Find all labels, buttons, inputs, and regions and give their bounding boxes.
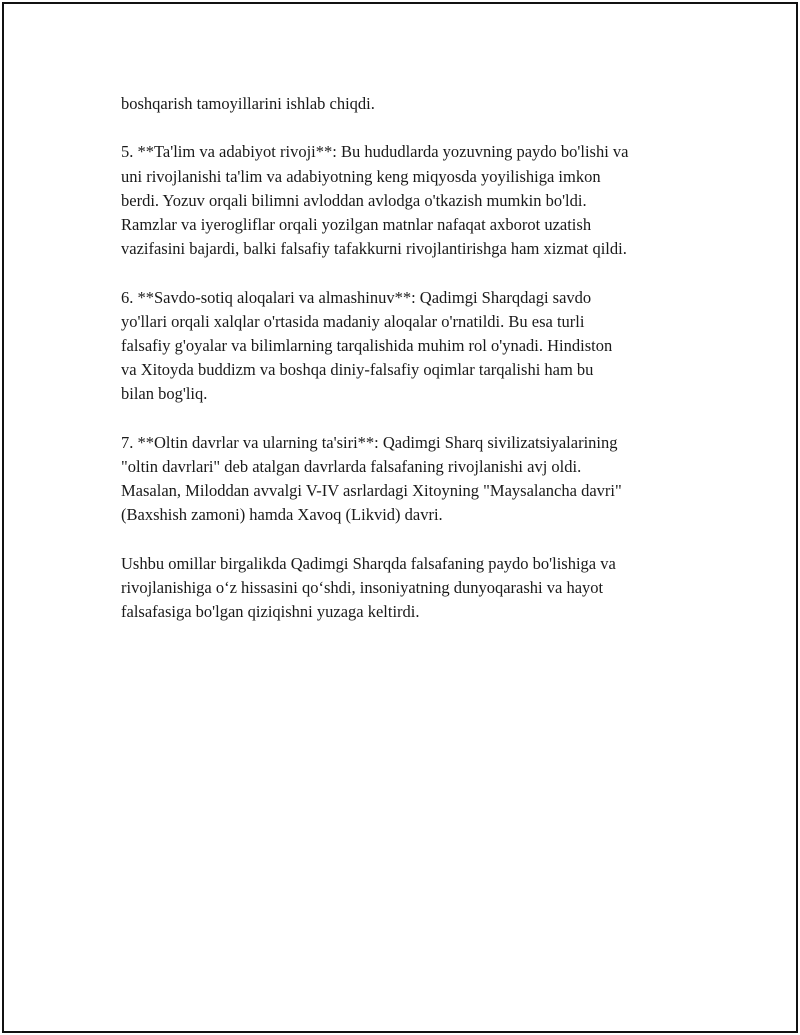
paragraph-item-5: 5. **Ta'lim va adabiyot rivoji**: Bu hududlarda yozuvning paydo bo'lishi va uni rivojlanishi ta'lim va adabiyotning keng miqyosda yoyilishiga imkon berdi. Yozuv orqali bilimni avloddan avlodga o'tkazish mumkin bo'ldi. Ramzlar va iyerogliflar orqali yozilgan matnlar nafaqat axborot uzatish vazifasini bajardi, balki falsafiy tafakkurni rivojlantirishga ham xizmat qildi. <box>121 142 629 259</box>
page-frame <box>2 2 798 1033</box>
document-body <box>121 92 711 649</box>
paragraph-item-7: 7. **Oltin davrlar va ularning ta'siri**: Qadimgi Sharq sivilizatsiyalarining "oltin davrlari" deb atalgan davrlarda falsafaning rivojlanishi avj oldi. Masalan, Miloddan avvalgi V-IV asrlardagi Xitoyning "Maysalancha davri" (Baxshish zamoni) hamda Xavoq (Likvid) davri. <box>121 432 622 525</box>
paragraph-continuation: boshqarish tamoyillarini ishlab chiqdi. <box>121 94 375 113</box>
paragraph-item-6: 6. **Savdo-sotiq aloqalari va almashinuv**: Qadimgi Sharqdagi savdo yo'llari orqali xalqlar o'rtasida madaniy aloqalar o'rnatildi. Bu esa turli falsafiy g'oyalar va bilimlarning tarqalishida muhim rol o'ynadi. Hindiston va Xitoyda buddizm va boshqa diniy-falsafiy oqimlar tarqalishi ham bu bilan bog'liq. <box>121 287 613 404</box>
paragraph-conclusion: Ushbu omillar birgalikda Qadimgi Sharqda falsafaning paydo bo'lishiga va rivojlanishiga o‘z hissasini qo‘shdi, insoniyatning dunyoqarashi va hayot falsafasiga bo'lgan qiziqishni yuzaga keltirdi. <box>121 553 616 622</box>
